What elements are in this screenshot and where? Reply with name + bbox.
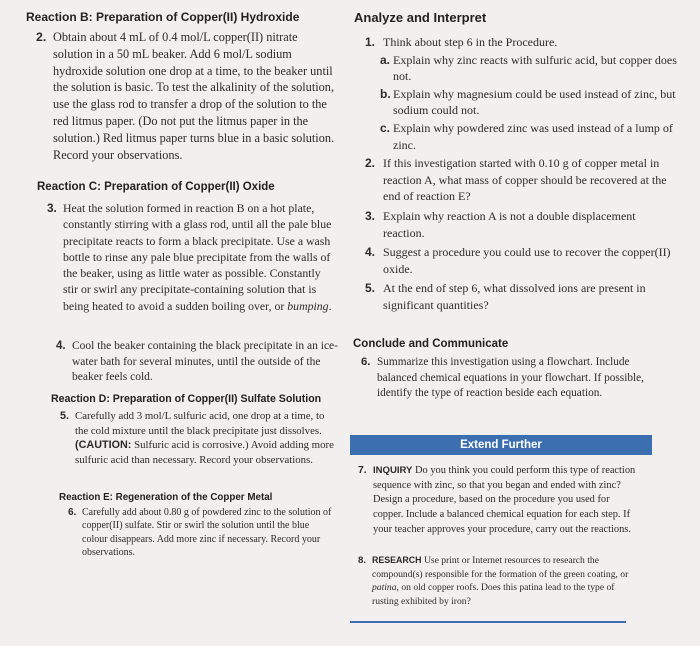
caution-text: Sulfuric acid is corrosive.) [131, 439, 249, 452]
question-8-text-post: , on old copper roofs. Does this patina lead to the type of rusting exhibited by iron? [372, 582, 615, 607]
question-1a-letter: a. [380, 52, 391, 67]
question-1b-text: Explain why magnesium could be used instead of zinc, but sodium could not. [393, 86, 676, 118]
question-2 [365, 155, 677, 205]
bottom-rule [350, 621, 626, 623]
step-3-text: Heat the solution formed in reaction B on a hot plate, constantly stirring with a glass rod, until all the pale blue precipitate reacts to form a black precipitate. Use a wash bottle to rinse any pale blue precipitate from the walls of the beaker, using as little water as possible. Constantly stir or swirl any precipitate-containing solution that is being heated to avoid a sudden boiling over, or [63, 201, 332, 313]
question-1-number: 1. [365, 35, 376, 49]
question-1c [380, 120, 677, 153]
question-8-text-pre: Use print or Internet resources to research the compound(s) responsible for the formation of the green coating, or [372, 555, 629, 580]
reaction-e-heading: Reaction E: Regeneration of the Copper Metal [59, 492, 273, 503]
question-5 [365, 280, 677, 313]
question-2-text: If this investigation started with 0.10 g of copper metal in reaction A, what mass of copper should be recovered at the end of reaction E? [383, 156, 667, 204]
question-3-number: 3. [365, 208, 376, 223]
caution-label: (CAUTION: [75, 439, 132, 452]
question-1c-text: Explain why powdered zinc was used instead of a lump of zinc. [393, 120, 673, 152]
conclude-heading: Conclude and Communicate [353, 338, 509, 350]
step-3-italic: bumping [287, 298, 329, 313]
step-4-number: 4. [56, 340, 66, 352]
step-2-number: 2. [36, 30, 47, 44]
step-6-number: 6. [68, 507, 77, 518]
analyze-heading: Analyze and Interpret [354, 10, 487, 25]
step-2 [36, 29, 340, 163]
question-3 [365, 208, 677, 241]
question-3-text: Explain why reaction A is not a double displacement reaction. [383, 208, 636, 240]
step-2-text: Obtain about 4 mL of 0.4 mol/L copper(II) nitrate solution in a 50 mL beaker. Add 6 mol/L sodium hydroxide solution one drop at a time, to the beaker until the solution is basic. To test the alkalinity of the solution, use the glass rod to transfer a drop of the solution to the red litmus paper. (Do not put the litmus paper in the solution.) Red litmus paper turns blue in a basic solution. Record your observations. [53, 30, 335, 162]
question-2-number: 2. [365, 156, 376, 171]
step-5-number: 5. [60, 410, 70, 422]
question-4-text: Suggest a procedure you could use to recover the copper(II) oxide. [383, 245, 671, 276]
question-1c-letter: c. [380, 120, 391, 135]
step-6-text: Carefully add about 0.80 g of powdered zinc to the solution of copper(II) sulfate. Stir or swirl the solution until the blue colour disappears. Add more zinc if necessary. Record your observations. [82, 507, 332, 559]
step-3-number: 3. [47, 201, 57, 215]
question-1b-letter: b. [380, 86, 391, 101]
question-6 [361, 355, 653, 402]
reaction-c-heading: Reaction C: Preparation of Copper(II) Oxide [37, 181, 275, 193]
inquiry-label: INQUIRY [373, 465, 413, 476]
step-3: 3. Heat the solution formed in reaction B on a hot plate, constantly stirring with a glass rod, until all the pale blue precipitate reacts to form a black precipitate. Use a wash bottle to rinse any pale blue precipitate from the walls of the beaker, using as little water as possible. Constantly stir or swirl any precipitate-containing solution that is being heated to avoid a sudden boiling over, or bumping. [47, 201, 332, 313]
left-column [0, 0, 345, 646]
question-1 [365, 34, 677, 51]
step-5 [60, 409, 335, 467]
question-1a-text: Explain why zinc reacts with sulfuric acid, but copper does not. [393, 52, 677, 84]
right-column [345, 0, 700, 646]
question-5-text: At the end of step 6, what dissolved ions are present in significant quantities? [383, 281, 646, 312]
step-5-text-post: Avoid adding more sulfuric acid than necessary. Record your observations. [75, 439, 334, 466]
question-1b [380, 86, 677, 119]
step-4 [56, 339, 339, 386]
question-7-text: Do you think you could perform this type of reaction sequence with zinc, so that you began and ended with zinc? Design a procedure, based on the procedure you used for copper. Include a balanced chemical equation for each step. If your teacher approves your procedure, carry out the reactions. [373, 465, 636, 535]
question-6-text: Summarize this investigation using a flowchart. Include balanced chemical equations in your flowchart. If possible, identify the type of reaction beside each equation. [377, 356, 644, 399]
question-4 [365, 244, 677, 277]
question-5-number: 5. [365, 281, 376, 296]
question-1-text: Think about step 6 in the Procedure. [383, 35, 558, 49]
question-1a [380, 52, 677, 85]
reaction-d-heading: Reaction D: Preparation of Copper(II) Sulfate Solution [51, 393, 322, 405]
question-8 [358, 554, 634, 608]
question-7-number: 7. [358, 465, 367, 476]
analyze-questions [365, 34, 677, 314]
research-label: RESEARCH [372, 555, 422, 565]
question-7 [358, 464, 636, 538]
step-4-text: Cool the beaker containing the black precipitate in an ice-water bath for several minutes, until the outside of the beaker feels cold. [72, 340, 338, 383]
step-5-text-pre: Carefully add 3 mol/L sulfuric acid, one drop at a time, to the cold mixture until the black precipitate just dissolves. [75, 410, 325, 437]
reaction-b-heading: Reaction B: Preparation of Copper(II) Hydroxide [26, 10, 300, 24]
extend-further-banner [350, 435, 652, 455]
extend-further-label: Extend Further [460, 439, 542, 451]
step-6 [68, 506, 336, 560]
question-6-number: 6. [361, 356, 371, 368]
question-8-number: 8. [358, 555, 367, 566]
question-4-number: 4. [365, 245, 376, 260]
patina-italic: patina [372, 582, 397, 594]
